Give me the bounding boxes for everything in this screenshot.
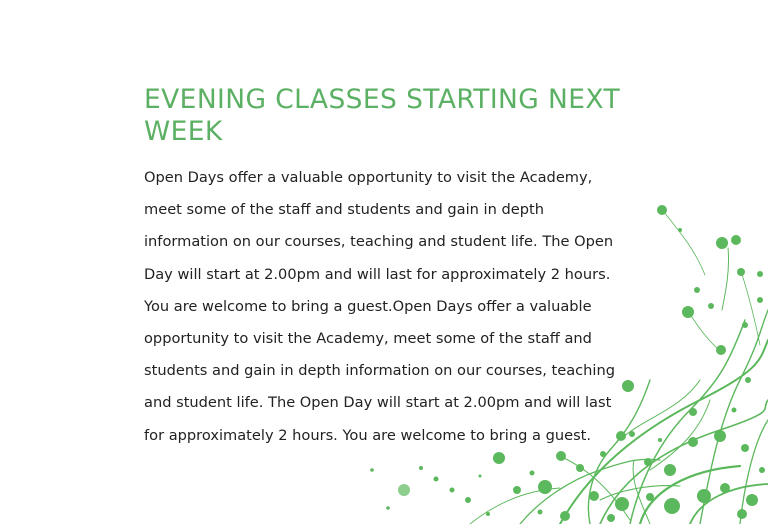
article-body: Open Days offer a valuable opportunity to visit the Academy, meet some of the staff and students and gain in depth information on our courses, teaching and student life. The Open Day will start at 2.00pm and will last for approximately 2 hours. You are welcome to bring a guest.Open Days offer a valuable opportunity to visit the Academy, meet some of the staff and students and gain in depth information on our courses, teaching and student life. The Open Day will start at 2.00pm and will last for approximately 2 hours. You are welcome to bring a guest. [144, 169, 615, 444]
article [144, 84, 634, 452]
article-title: EVENING CLASSES STARTING NEXT WEEK [144, 84, 621, 147]
